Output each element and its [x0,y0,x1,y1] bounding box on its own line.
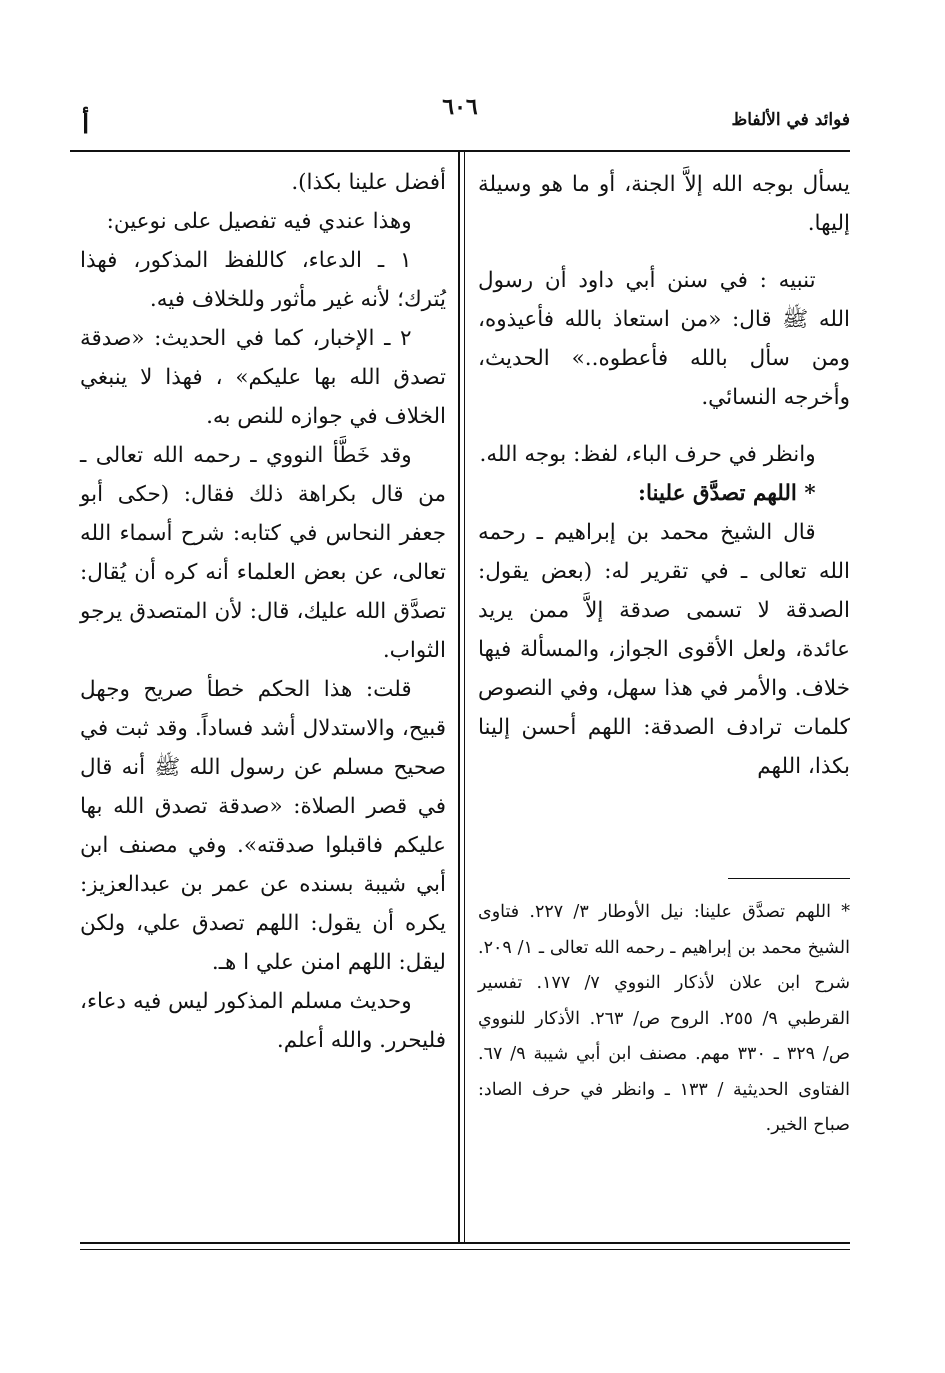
column-divider [458,150,460,1242]
footnote-rule [728,878,850,879]
footer-rule-thin [80,1249,850,1250]
paragraph: وقد خَطَّأ النووي ـ رحمه الله تعالى ـ من قال بكراهة ذلك فقال: (حكى أبو جعفر النحاس في كتابه: شرح أسماء الله تعالى، عن بعض العلماء أنه كره أن يُقال: تصدَّق الله عليك، قال: لأن المتصدق يرجو الثواب. [80,443,446,663]
paragraph: وحديث مسلم المذكور ليس فيه دعاء، فليحرر. والله أعلم. [80,989,446,1053]
section-letter: أ [82,110,90,140]
paragraph: يسأل بوجه الله إلاَّ الجنة، أو ما هو وسيلة إليها. [478,172,850,236]
right-column [478,165,850,786]
paragraph: وانظر في حرف الباء، لفظ: بوجه الله. [479,442,816,467]
page-header [70,92,850,142]
left-column [80,163,446,1060]
paragraph: قال الشيخ محمد بن إبراهيم ـ رحمه الله تعالى ـ في تقرير له: (بعض يقول: الصدقة لا تسمى صدقة إلاَّ ممن يريد عائدة، ولعل الأقوى الجواز، والمسألة فيها خلاف. والأمر في هذا سهل، وفي النصوص كلمات ترادف الصدقة: اللهم أحسن إلينا بكذا، اللهم [478,520,850,779]
paragraph: وهذا عندي فيه تفصيل على نوعين: [106,209,412,234]
entry-heading: * اللهم تصدَّق علينا: [638,481,816,506]
paragraph: قلت: هذا الحكم خطأ صريح وجهل قبيح، والاستدلال أشد فساداً. وقد ثبت في صحيح مسلم عن رسول الله ﷺ أنه قال في قصر الصلاة: «صدقة تصدق الله بها عليكم فاقبلوا صدقته». وفي مصنف ابن أبي شيبة بسنده عن عمر بن عبدالعزيز: يكره أن يقول: اللهم تصدق علي، ولكن ليقل: اللهم امنن علي ا هـ. [80,677,446,975]
paragraph: ٢ ـ الإخبار، كما في الحديث: «صدقة تصدق الله بها عليكم» ، فهذا لا ينبغي الخلاف في جوازه للنص به. [80,326,446,429]
column-divider-thin [464,150,465,1242]
running-title: فوائد في الألفاظ [731,110,850,130]
page-number: ٦٠٦ [442,94,478,120]
paragraph: تنبيه : في سنن أبي داود أن رسول الله ﷺ قال: «من استعاذ بالله فأعيذوه، ومن سأل بالله فأعطوه..» الحديث، وأخرجه النسائي. [478,268,850,410]
footnote [478,895,850,1144]
footer-rule [80,1242,850,1244]
paragraph: ١ ـ الدعاء، كاللفظ المذكور، فهذا يُترك؛ لأنه غير مأثور وللخلاف فيه. [80,248,446,312]
footnote-text: * اللهم تصدَّق علينا: نيل الأوطار ٣/ ٢٢٧. فتاوى الشيخ محمد بن إبراهيم ـ رحمه الله تعالى ـ ١/ ٢٠٩. شرح ابن علان لأذكار النووي ٧/ ١٧٧. تفسير القرطبي ٩/ ٢٥٥. الروح ص/ ٢٦٣. الأذكار للنووي ص/ ٣٢٩ ـ ٣٣٠ مهم. مصنف ابن أبي شيبة ٩/ ٦٧. الفتاوى الحديثية / ١٣٣ ـ وانظر في حرف الصاد: صباح الخير. [478,902,850,1135]
paragraph: أفضل علينا بكذا). [291,170,446,195]
header-rule [70,150,850,152]
